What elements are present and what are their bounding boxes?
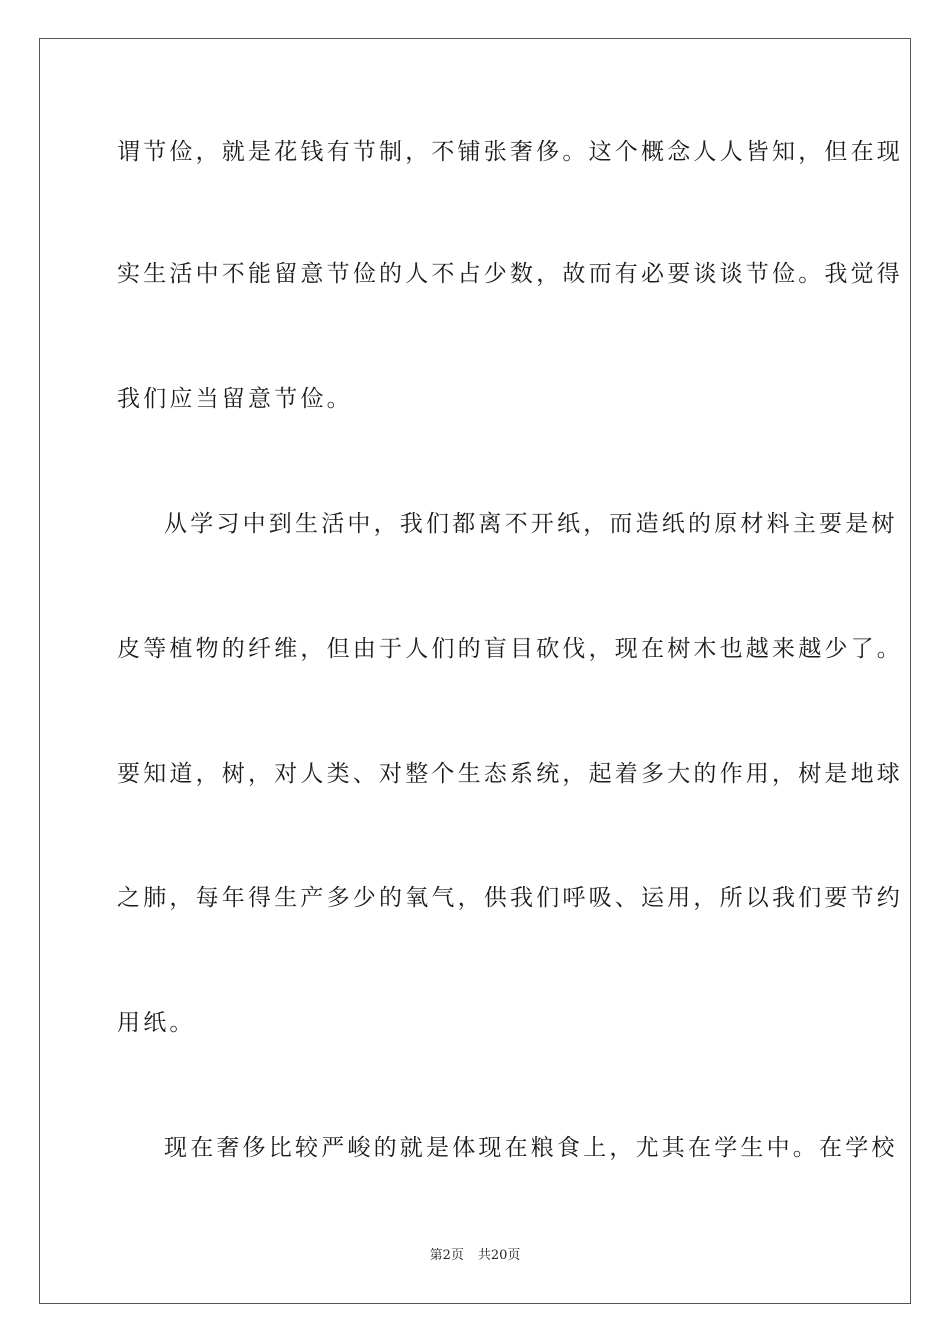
paragraph-line: 从学习中到生活中，我们都离不开纸，而造纸的原材料主要是树	[164, 511, 898, 537]
page-footer	[0, 1247, 950, 1265]
paragraph-line: 我们应当留意节俭。	[117, 386, 353, 412]
paragraph-line: 现在奢侈比较严峻的就是体现在粮食上，尤其在学生中。在学校	[164, 1135, 898, 1161]
paragraph-line: 皮等植物的纤维，但由于人们的盲目砍伐，现在树木也越来越少了。	[117, 636, 903, 662]
page-border	[39, 38, 911, 1304]
paragraph-line: 之肺，每年得生产多少的氧气，供我们呼吸、运用，所以我们要节约	[117, 885, 903, 911]
paragraph-line: 实生活中不能留意节俭的人不占少数，故而有必要谈谈节俭。我觉得	[117, 261, 903, 287]
paragraph-line: 用纸。	[117, 1010, 196, 1036]
total-pages: 共20页	[477, 1248, 521, 1263]
paragraph-line: 要知道，树，对人类、对整个生态系统，起着多大的作用，树是地球	[117, 761, 903, 787]
paragraph-line: 谓节俭，就是花钱有节制，不铺张奢侈。这个概念人人皆知，但在现	[117, 139, 903, 165]
page-number: 第2页	[429, 1248, 464, 1263]
